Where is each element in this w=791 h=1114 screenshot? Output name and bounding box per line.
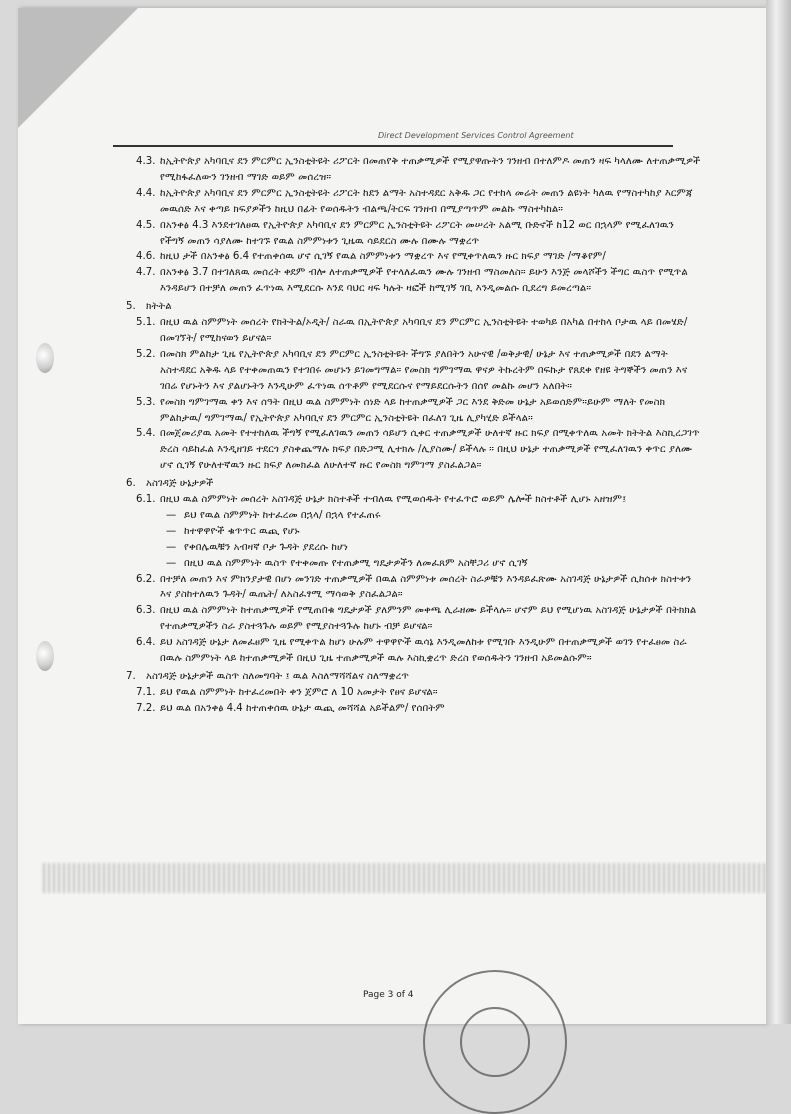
clause-6-3 xyxy=(126,603,701,635)
running-header: Direct Development Services Control Agreement xyxy=(378,131,574,140)
section-title: አስገዳጅ ሁኔታዎች xyxy=(146,478,214,490)
document-body xyxy=(126,154,701,717)
clause-6-2 xyxy=(126,572,701,604)
clause-text: ይህ አስገዳጅ ሁኔታ ለመፈፀም ጊዜ የሚቀጥል ከሆነ ሁሉም ተዋዋዮች ዉሳኔ እንዲመለከቱ የሚገቡ እንዲሁም በተጠቃሚዎች ወገን የተፈፀመ ስራ በዉሉ ስምምነት ላይ ከተጠቃሚዎች በዚህ ጊዜ ተጠቃሚዎች ዉሉ እስኪቋረጥ ድረስ የወሰዱትን ገንዘብ አይመልሱም። xyxy=(160,637,687,665)
bullet-item: — ይህ የዉል ስምምነት ከተፈረመ በኋላ/ በኋላ የተፈጠሩ xyxy=(126,508,701,524)
official-stamp xyxy=(423,970,567,1114)
clause-text: በተቻለ መጠን እና ምክንያታዊ በሆነ መንገድ ተጠቃሚዎች በዉል ስምምነቱ መሰረት ስራዎቹን እንዳይፈጽሙ አስገዳጅ ሁኔታዎች ሲከሰቱ ክስተቱን እና ያስከተለዉን ጉዳት/ ዉጤት/ ለአስፈፃሚ ማሳወቅ ያስፈልጋል። xyxy=(160,573,692,601)
bullet-item: — በዚህ ዉል ስምምነት ዉስጥ የተቀመጡ የተጠቃሚ ግዴታዎችን ለመፈጸም አስቸጋሪ ሆኖ ሲገኝ xyxy=(126,556,701,572)
clause-5-1 xyxy=(126,315,701,347)
clause-4-3 xyxy=(126,154,701,186)
clause-text: የመስክ ግምገማዉ ቀን እና ሰዓት በዚህ ዉል ስምምነት ሰነድ ላይ ከተጠቃሚዎች ጋር እንደ ቅድመ ሁኔታ አይወሰድም።ይሁም ማለት የመስክ ምልከታዉ/ ግምገማዉ/ የኢትዮጵያ አካባቢና ደን ምርምር ኢንስቲትዩት በፈለገ ጊዜ ሊያካሂድ ይችላል። xyxy=(160,396,666,424)
section-title: አስገዳጅ ሁኔታዎች ዉስጥ ስለመግባት ፤ ዉል እስለማሻሻልና ስለማቋረጥ xyxy=(146,671,410,682)
clause-4-7 xyxy=(126,265,701,297)
page-fold-corner xyxy=(18,8,138,128)
clause-text: ከኢትዮጵያ አካባቢና ደን ምርምር ኢንስቲትዩት ሪፖርት ከደን ልማት አስተዳደር አቅዱ ጋር የተከላ መሬት መጠን ልዩነት ካለዉ የማስተካከያ እርምጃ መዉሰድ እና ቀጣይ ክፍያዎችን ከዚህ በፊት የወሰዱትን ብልጫ/ትርፍ ገንዘብ በሚያጣጥም መልኩ ማስተካከል። xyxy=(160,187,693,215)
clause-7-1 xyxy=(126,685,701,701)
section-4-items xyxy=(126,154,701,297)
clause-text: በዚህ ዉል ስምምነት ከተጠቃሚዎች የሚጠበቁ ግዴታዎች ያለምንም መቀጫ ሊራዘሙ ይችላሉ። ሆኖም ይህ የሚሆነዉ አስገዳጅ ሁኔታዎች በትክክል የተጠቃሚዎችን ስራ ያስተጓጉሉ ወይም የሚያስተጓጉሉ ከሆኑ ብቻ ይሆናል። xyxy=(160,605,697,633)
stacked-pages-edge xyxy=(766,0,791,1024)
clause-4-4 xyxy=(126,186,701,218)
bullet-item: — ከተዋዋዮች ቁጥጥር ዉጪ የሆኑ xyxy=(126,524,701,540)
section-title: ክትትል xyxy=(146,301,172,313)
punch-hole xyxy=(36,641,54,671)
clause-5-4 xyxy=(126,426,701,474)
clause-6-4 xyxy=(126,635,701,667)
clause-text: ይህ ዉል በአንቀፅ 4.4 ከተጠቀሰዉ ሁኔታ ዉጪ መሻሻል አይችልም/ የሰበትም xyxy=(160,702,445,714)
clause-4-6 xyxy=(126,249,701,265)
clause-text: ከዚህ ታች በአንቀፅ 6.4 የተጠቀሰዉ ሆኖ ሲገኝ የዉል ስምምነቱን ማቋረጥ እና የሚቀጥለዉን ዙር ክፍያ ማገድ /ማቆየም/ xyxy=(160,251,606,263)
clause-number: 6.1. xyxy=(136,494,156,506)
clause-4-5 xyxy=(126,218,701,250)
clause-text: በአንቀፅ 4.3 እንደተገለፀዉ የኢትዮጵያ አካባቢና ደን ምርምር ኢንስቲትዩት ሪፖርት መሠረት አልሚ ቡድኖች ከ12 ወር በኋላም የሚፈለገዉን የችግኝ መጠን ሳያለሙ ከተገኙ የዉል ስምምነቱን ጊዜዉ ሳይደርስ ሙሉ በሙሉ ማቋረጥ xyxy=(160,219,674,247)
clause-5-2 xyxy=(126,347,701,395)
clause-text: በአንቀፅ 3.7 በተገለጸዉ መሰረት ቀደም ብሎ ለተጠቃሚዎች የተላለፈዉን ሙሉ ገንዘብ ማስመለስ። ይሁን እንጅ መላሾችን ችግር ዉስጥ የሚጥል እንዳይሆን በተቻለ መጠን ፈጥነዉ እሚደርሱ እንደ ባህር ዛፍ ካሉት ዛፎች ከሚገኝ ገቢ እንዲመልሱ ቢደረግ ይመረጣል። xyxy=(160,267,688,295)
clause-text: ይህ የዉል ስምምነት ከተፈረመበት ቀን ጀምሮ ለ 10 አመታት የፀና ይሆናል። xyxy=(160,686,438,698)
clause-number: 4.5. xyxy=(136,219,156,231)
section-6-heading xyxy=(126,476,701,492)
clause-number: 5.1. xyxy=(136,317,156,329)
clause-7-2 xyxy=(126,701,701,717)
clause-text: ከኢትዮጵያ አካባቢና ደን ምርምር ኢንስቲትዩት ሪፖርት በመጠየቅ ተጠቃሚዎች የሚያዋጡትን ገንዘብ በተለምዶ መጠን ዛፍ ካላለሙ ለተጠቃሚዎች የሚከፋፈለውን ገንዘብ ማገድ ወይም መሰረዝ። xyxy=(160,156,701,183)
stamp-inner-ring xyxy=(460,1007,530,1077)
clause-number: 7.1. xyxy=(136,686,156,698)
header-rule xyxy=(113,145,673,147)
clause-text: በመጀመሪያዉ አመት የተተከለዉ ችግኝ የሚፈለገዉን መጠን ሳይሆን ሲቀር ተጠቃሚዎች ሁለተኛ ዙር ክፍያ በሚቀጥለዉ አመት ክትትል እስኪረጋገጥ ድረስ ሳይከፈል እንዲዘገይ ተደርጎ ያስቀጨማሉ ክፍያ በድጋሚ ሊተክሉ /ሊያስሙ/ ይችላሉ ። በዚህ ሁኔታ ተጠቃሚዎች የሚፈለገዉን ቀጥር ያለሙ ሆኖ ሲገኝ የሁለተኛዉን ዙር ክፍያ ለመክፈል ለሁለተኛ ዙር የመስክ ግምገማ ያስፈልጋል። xyxy=(160,428,700,472)
punch-hole xyxy=(36,343,54,373)
scan-smudge xyxy=(43,863,768,893)
clause-number: 4.4. xyxy=(136,187,156,199)
clause-5-3 xyxy=(126,395,701,427)
clause-number: 7.2. xyxy=(136,702,156,714)
clause-text: በዚህ ዉል ስምምነት መሰረት የክትትል/ኦዲት/ ስራዉ በኢትዮጵያ አካባቢና ደን ምርምር ኢንስቲትዩት ተወካይ በአካል በተከላ ቦታዉ ላይ በመሄድ/በመገኘት/ የሚከናወን ይሆናል። xyxy=(160,317,688,344)
clause-number: 6.4. xyxy=(136,637,156,649)
section-7-heading xyxy=(126,669,701,685)
bullet-item: — የቀበሌዉቹን አብዛኛ ቦታ ጉዳት ያደረሱ ከሆነ xyxy=(126,540,701,556)
clause-6-1 xyxy=(126,492,701,508)
clause-number: 5.4. xyxy=(136,428,156,440)
clause-text: በመስክ ምልከታ ጊዜ የኢትዮጵያ አካባቢና ደን ምርምር ኢንስቲትዩት ችግኙ ያለበትን አሁናዊ /ወቅታዊ/ ሁኔታ እና ተጠቃሚዎች በደን ልማት አስተዳደር አቅዱ ላይ የተቀመጠዉን የተገበሩ መሆኑን ይገመግማል። የመስክ ግምገማዉ ዋናዎ ትኩረትም በፍኩታ የጸደቀ የዘዩ ትግኞችን መጠን እና ገበሬ የሆኑትን እና ያልሆኑትን እንዲሁም ፈጥነዉ ሰጥቶም የሚደርሱና የማይደርሱትን በሰየ መልኩ መሆን አለበት። xyxy=(160,348,688,392)
section-5-heading xyxy=(126,299,701,315)
clause-number: 4.6. xyxy=(136,251,156,263)
clause-number: 5.2. xyxy=(136,348,156,360)
section-number: 5. xyxy=(126,301,136,313)
document-sheet xyxy=(18,8,766,1024)
clause-number: 5.3. xyxy=(136,396,156,408)
clause-number: 6.3. xyxy=(136,605,156,617)
page-number: Page 3 of 4 xyxy=(363,990,414,1000)
clause-number: 4.3. xyxy=(136,156,156,167)
section-number: 6. xyxy=(126,478,136,490)
clause-number: 4.7. xyxy=(136,267,156,279)
section-number: 7. xyxy=(126,671,136,682)
clause-number: 6.2. xyxy=(136,573,156,585)
clause-text: በዚህ ዉል ስምምነት መሰረት አስገዳጅ ሁኔታ ክስተቶች ተብለዉ የሚወሰዱት የተፈጥሮ ወይም ሌሎች ክስተቶች ሊሆኑ አዘዝም፤ xyxy=(160,494,627,506)
